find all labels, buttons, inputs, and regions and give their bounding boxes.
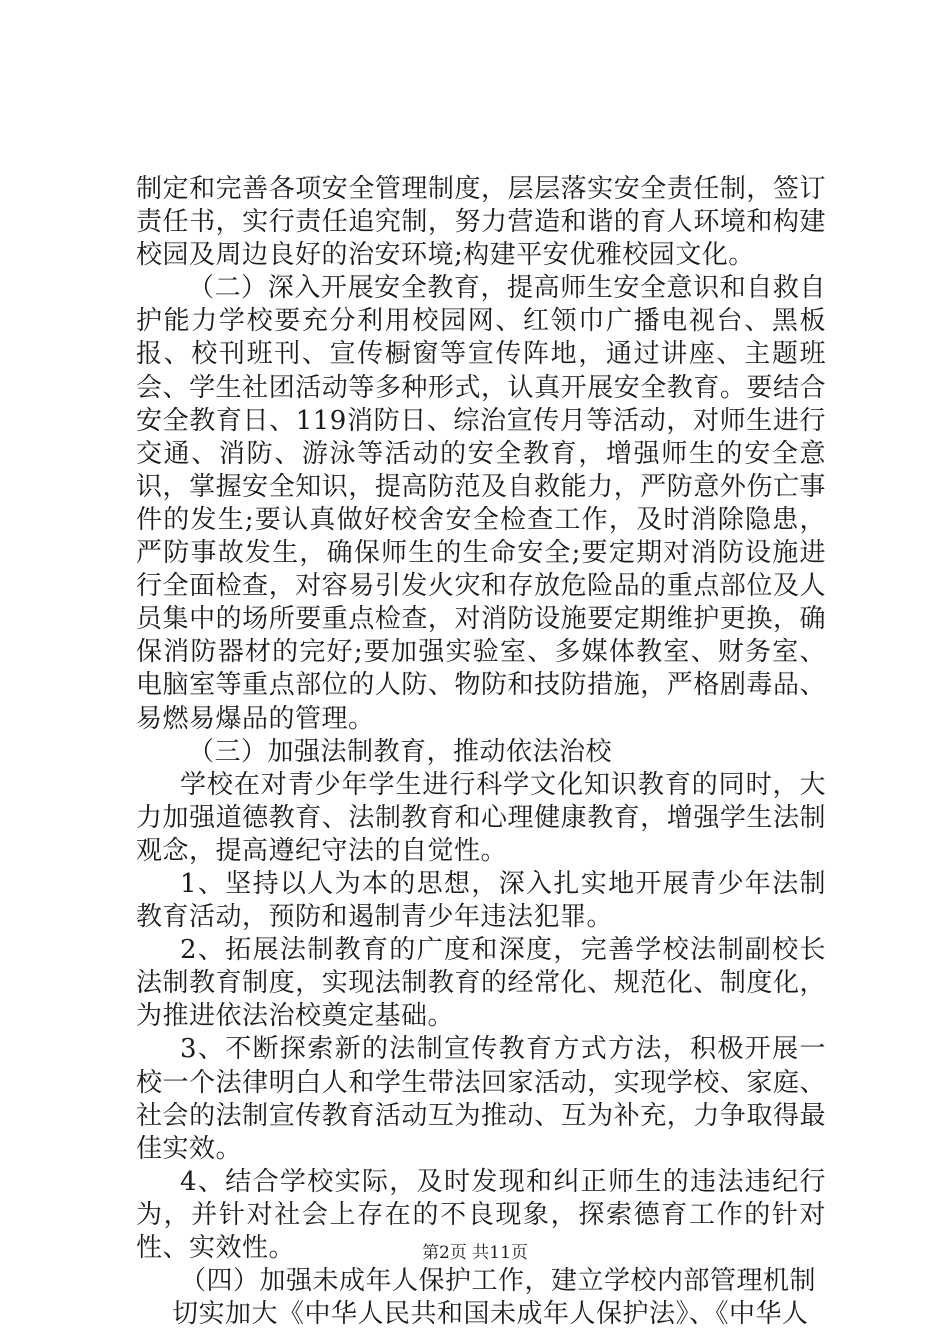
list-item: 2、拓展法制教育的广度和深度，完善学校法制副校长法制教育制度，实现法制教育的经常化、规范化、制度化，为推进依法治校奠定基础。 [136,935,826,1032]
page-footer: 第2页 共11页 [422,1243,528,1263]
document-body [136,173,826,1331]
section-heading: （三）加强法制教育，推动依法治校 [188,736,613,767]
list-item: 4、结合学校实际，及时发现和纠正师生的违法违纪行为，并针对社会上存在的不良现象，探索德育工作的针对性、实效性。 [136,1166,826,1263]
section-heading: （四）加强未成年人保护工作，建立学校内部管理机制 [180,1266,817,1297]
list-item: 1、坚持以人为本的思想，深入扎实地开展青少年法制教育活动，预防和遏制青少年违法犯罪。 [136,868,826,933]
paragraph: 学校在对青少年学生进行科学文化知识教育的同时，大力加强道德教育、法制教育和心理健康教育，增强学生法制观念，提高遵纪守法的自觉性。 [136,769,826,866]
paragraph: 切实加大《中华人民共和国未成年人保护法》、《中华人 [172,1299,809,1330]
paragraph: （二）深入开展安全教育，提高师生安全意识和自救自护能力学校要充分利用校园网、红领巾广播电视台、黑板报、校刊班刊、宣传橱窗等宣传阵地，通过讲座、主题班会、学生社团活动等多种形式，认真开展安全教育。要结合安全教育日、119消防日、综治宣传月等活动，对师生进行交通、消防、游泳等活动的安全教育，增强师生的安全意识，掌握安全知识，提高防范及自救能力，严防意外伤亡事件的发生;要认真做好校舍安全检查工作，及时消除隐患，严防事故发生，确保师生的生命安全;要定期对消防设施进行全面检查，对容易引发火灾和存放危险品的重点部位及人员集中的场所要重点检查，对消防设施要定期维护更换，确保消防器材的完好;要加强实验室、多媒体教室、财务室、电脑室等重点部位的人防、物防和技防措施，严格剧毒品、易燃易爆品的管理。 [136,273,826,734]
list-item: 3、不断探索新的法制宣传教育方式方法，积极开展一校一个法律明白人和学生带法回家活动，实现学校、家庭、社会的法制宣传教育活动互为推动、互为补充，力争取得最佳实效。 [136,1034,826,1164]
paragraph: 制定和完善各项安全管理制度，层层落实安全责任制，签订责任书，实行责任追究制，努力营造和谐的育人环境和构建校园及周边良好的治安环境;构建平安优雅校园文化。 [136,174,826,271]
